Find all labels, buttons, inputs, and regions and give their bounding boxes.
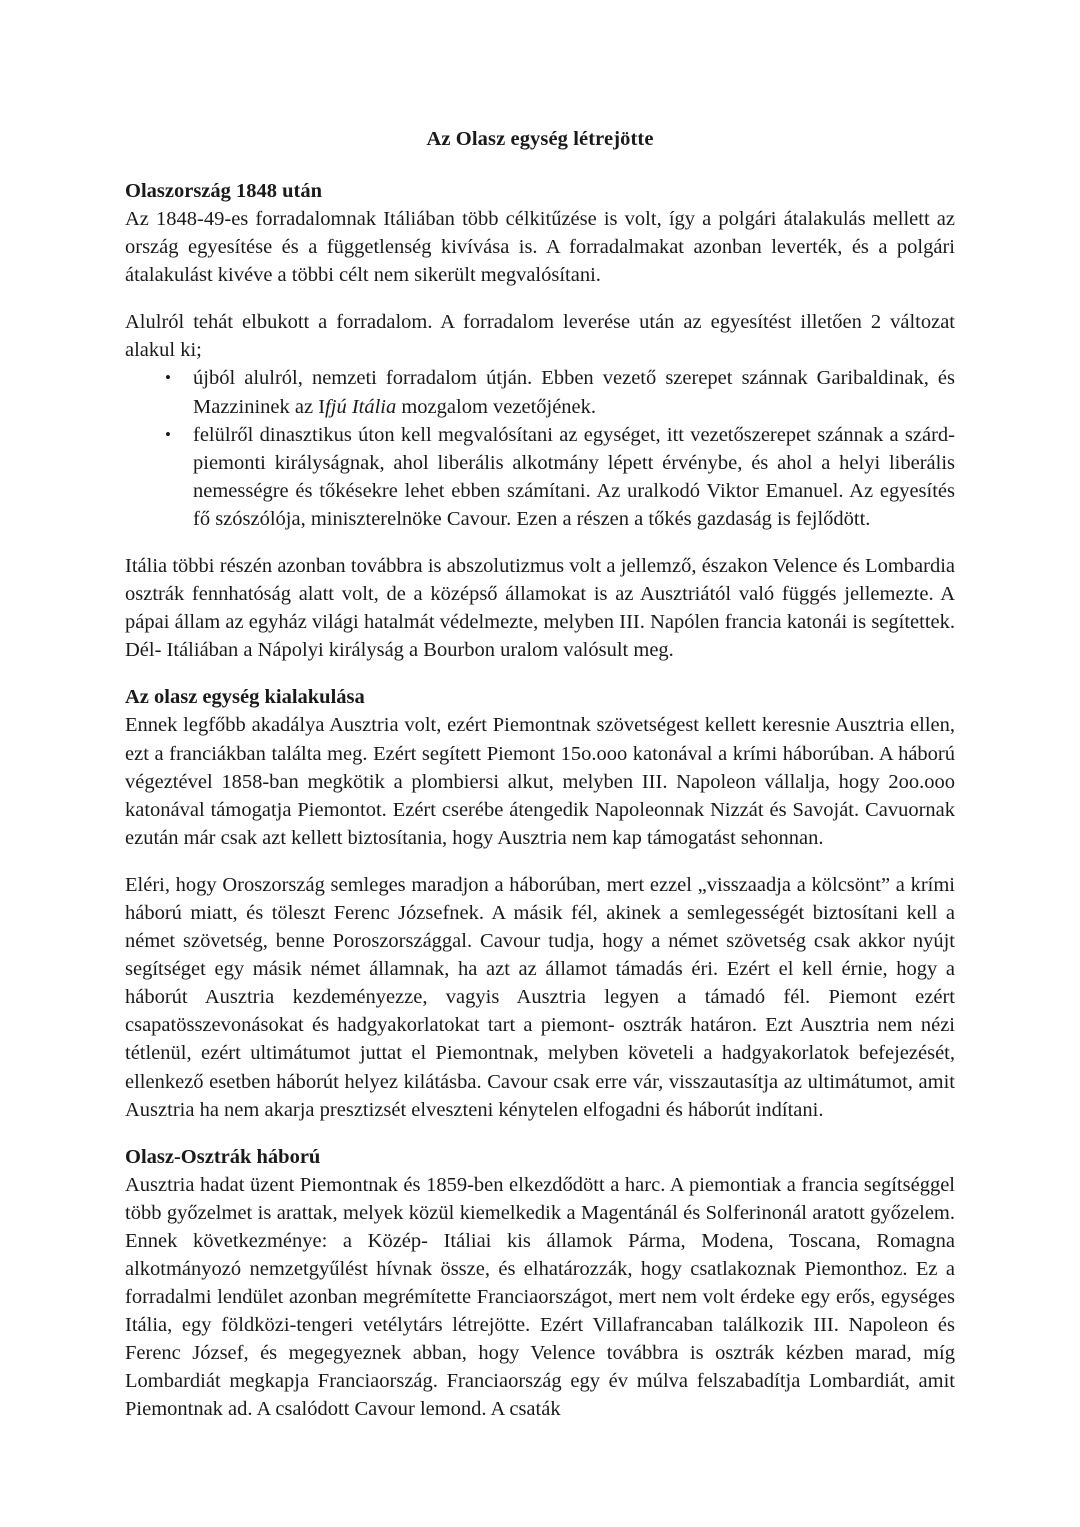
bullet-list (125, 364, 955, 533)
section-heading-az-olasz-egyseg-kialakulasa: Az olasz egység kialakulása (125, 686, 365, 709)
paragraph: Itália többi részén azonban továbbra is abszolutizmus volt a jellemző, északon Velence és Lombardia osztrák fennhatóság alatt volt, de a középső államokat is az Ausztriától való függés jellemezte. A pápai állam az egyház világi hatalmát védelmezte, melyben III. Napólen francia katonái is segítettek. Dél- Itáliában a Nápolyi királyság a Bourbon uralom valósult meg. (125, 555, 955, 662)
paragraph: Ausztria hadat üzent Piemontnak és 1859-ben elkezdődött a harc. A piemontiak a francia segítséggel több győzelmet is arattak, melyek közül kiemelkedik a Magentánál és Solferinonál aratott győzelem. Ennek következménye: a Közép- Itáliai kis államok Párma, Modena, Toscana, Romagna alkotmányozó nemzetgyűlést hívnak össze, és elhatározzák, hogy csatlakoznak Piemonthoz. Ez a forradalmi lendület azonban megrémítette Franciaországot, mert nem volt érdeke egy erős, egységes Itália, egy földközi-tengeri vetélytárs létrejötte. Ezért Villafrancaban találkozik III. Napoleon és Ferenc József, és megegyeznek abban, hogy Velence továbbra is osztrák kézben marad, míg Lombardiát megkapja Franciaország. Franciaország egy év múlva felszabadítja Lombardiát, amit Piemontnak ad. A csalódott Cavour lemond. A csaták (125, 1173, 955, 1421)
list-item-italic-title: fjú Itália (325, 395, 397, 418)
page-title: Az Olasz egység létrejötte (426, 128, 654, 150)
list-item-label: felülről dinasztikus úton kell megvalósítani az egységet, itt vezetőszerepet szánnak a szárd-piemonti királyságnak, ahol liberális alkotmány lépett érvénybe, és ahol a helyi liberális nemességre és tőkésekre lehet ebben számítani. Az uralkodó Viktor Emanuel. Az egyesítés fő szószólója, miniszterelnöke Cavour. Ezen a részen a tőkés gazdaság is fejlődött. (193, 423, 955, 530)
section-heading-olaszorszag-1848-utan: Olaszország 1848 után (125, 180, 323, 202)
list-item (165, 364, 955, 420)
list-item (165, 421, 955, 533)
bullet-icon: • (165, 368, 171, 388)
paragraph: Ennek legfőbb akadálya Ausztria volt, ezért Piemontnak szövetségest kellett keresnie Ausztria ellen, ezt a franciákban találta meg. Ezért segített Piemont 15o.ooo katonával a krími háborúban. A háború végeztével 1858-ban megkötik a plombiersi alkut, melyben III. Napoleon vállalja, hogy 2oo.ooo katonával támogatja Piemontot. Ezért cserébe átengedik Napoleonnak Nizzát és Savoját. Cavuornak ezután már csak azt kellett biztosítania, hogy Ausztria nem kap támogatást sehonnan. (125, 714, 955, 849)
paragraph: Eléri, hogy Oroszország semleges maradjon a háborúban, mert ezzel „visszaadja a kölcsönt” a krími háború miatt, és töleszt Ferenc Józsefnek. A másik fél, akinek a semlegességét biztosítani kell a német szövetség, benne Poroszországgal. Cavour tudja, hogy a német szövetség csak akkor nyújt segítséget egy másik német államnak, ha azt az államot támadás éri. Ezért el kell érnie, hogy a háborút Ausztria kezdeményezze, vagyis Ausztria legyen a támadó fél. Piemont ezért csapatösszevonásokat és hadgyakorlatokat tart a piemont- osztrák határon. Ezt Ausztria nem nézi tétlenül, ezért ultimátumot juttat el Piemontnak, melyben követeli a hadgyakorlatok befejezését, ellenkező esetben háborút helyez kilátásba. Cavour csak erre vár, visszautasítja az ultimátumot, amit Ausztria ha nem akarja presztizsét elveszteni kénytelen elfogadni és háborút indítani. (125, 873, 955, 1121)
section-heading-olasz-osztrak-haboru: Olasz-Osztrák háború (125, 1145, 321, 1168)
paragraph: Az 1848-49-es forradalomnak Itáliában több célkitűzése is volt, így a polgári átalakulás mellett az ország egyesítése és a függetlenség kivívása is. A forradalmakat azonban leverték, és a polgári átalakulást kivéve a többi célt nem sikerült megvalósítani. (125, 208, 955, 287)
list-item-label: újból alulról, nemzeti forradalom útján. Ebben vezető szerepet szánnak Garibaldinak, és Mazzininek az (193, 367, 955, 418)
bullet-icon: • (165, 424, 171, 444)
paragraph: Alulról tehát elbukott a forradalom. A forradalom leverése után az egyesítést illetően 2 változat alakul ki; (125, 311, 955, 362)
list-item-label-tail: mozgalom vezetőjének. (396, 395, 597, 418)
list-item-italic-lead: I (318, 395, 326, 418)
